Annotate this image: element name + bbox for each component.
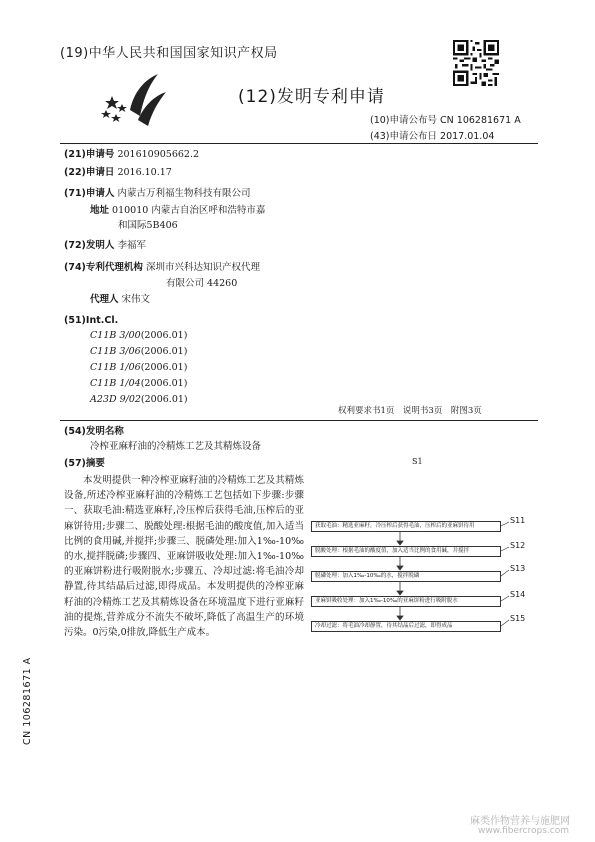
flow-step-box: 亚麻饼吸收处理：加入1‰-10‰的亚麻饼粉进行吸附脱水 xyxy=(311,596,501,607)
patent-agency xyxy=(64,261,260,275)
applicant-value: 内蒙古万利福生物科技有限公司 xyxy=(117,188,251,199)
flow-step-number: S15 xyxy=(510,614,526,623)
address xyxy=(90,204,265,218)
ipc-code: C11B 3/06 xyxy=(90,346,141,357)
publication-date: (43)申请公布日 2017.01.04 xyxy=(370,131,495,142)
application-number xyxy=(64,148,199,162)
ipc-class xyxy=(90,378,187,389)
address-label: 地址 xyxy=(90,205,110,216)
inventor-label: (72)发明人 xyxy=(64,240,115,251)
ipc-code: C11B 3/00 xyxy=(90,330,141,341)
ipc-class xyxy=(90,362,187,373)
qr-code-icon xyxy=(453,40,499,86)
abstract-text: 本发明提供一种冷榨亚麻籽油的冷精炼工艺及其精炼设备,所述冷榨亚麻籽油的冷精炼工艺包括如下步骤:步骤一、获取毛油:精选亚麻籽,冷压榨后获得毛油,压榨后的亚麻饼待用;步骤二、脱酸处理:根据毛油的酸度值,加入适当比例的食用碱,并搅拌;步骤三、脱磷处理:加入1‰-10‰的水,搅拌脱磷;步骤四、亚麻饼吸收处理:加入1‰-10‰的亚麻饼粉进行吸附脱水;步骤五、冷却过滤:将毛油冷却静置,待其结晶后过滤,即得成品。本发明提供的冷榨亚麻籽油的冷精炼工艺及其精炼设备在环境温度下进行亚麻籽油的提炼,营养成分不流失不破坏,降低了高温生产的环境污染。0污染,0排放,降低生产成本。 xyxy=(64,475,304,639)
agent-label: 代理人 xyxy=(90,294,119,305)
flow-step-number: S12 xyxy=(510,541,526,550)
section-divider xyxy=(60,420,538,421)
flow-step-number: S11 xyxy=(510,516,526,525)
ipc-version: (2006.01) xyxy=(140,362,188,373)
inventor xyxy=(64,239,146,253)
invention-title-label xyxy=(64,425,124,439)
publication-number: (10)申请公布号 CN 106281671 A xyxy=(370,115,521,126)
application-number-label: (21)申请号 xyxy=(64,149,115,160)
intcl-label xyxy=(64,314,118,328)
ipc-code: A23D 9/02 xyxy=(90,394,141,405)
application-number-value: 201610905662.2 xyxy=(117,149,200,160)
ipc-version: (2006.01) xyxy=(140,346,188,357)
patent-office-logo xyxy=(100,70,170,130)
flow-step-box: 脱酸处理：根据毛油的酸度值，加入适当比例的食用碱，并搅拌 xyxy=(311,546,501,557)
abstract-heading: (57)摘要 xyxy=(64,458,105,469)
ipc-version: (2006.01) xyxy=(140,394,188,405)
applicant xyxy=(64,187,250,201)
application-date-label: (22)申请日 xyxy=(64,167,115,178)
flow-step-box: 冷却过滤：将毛油冷却静置，待其结晶后过滤，即得成品 xyxy=(311,621,501,632)
ipc-class xyxy=(90,330,187,341)
watermark-url: www.fibercrops.com xyxy=(478,826,569,836)
ipc-version: (2006.01) xyxy=(140,378,188,389)
ipc-class xyxy=(90,346,187,357)
title-label: (54)发明名称 xyxy=(64,426,124,437)
side-publication-number: CN 106281671 A xyxy=(22,657,33,745)
intcl-heading: (51)Int.Cl. xyxy=(64,315,119,326)
agency-label: (74)专利代理机构 xyxy=(64,262,143,273)
address-line-1: 010010 内蒙古自治区呼和浩特市嘉 xyxy=(112,205,266,216)
issuing-office: (19)中华人民共和国国家知识产权局 xyxy=(60,46,278,61)
applicant-label: (71)申请人 xyxy=(64,188,115,199)
invention-title: 冷榨亚麻籽油的冷精炼工艺及其精炼设备 xyxy=(90,441,262,452)
inventor-value: 李福军 xyxy=(117,240,146,251)
abstract-label xyxy=(64,457,105,471)
ipc-class xyxy=(90,394,188,405)
document-type: (12)发明专利申请 xyxy=(238,87,385,107)
application-date xyxy=(64,166,172,180)
header-divider xyxy=(60,143,538,144)
watermark-site-name: 麻类作物营养与施肥网 xyxy=(470,816,570,827)
agency-line-2: 有限公司 44260 xyxy=(166,278,238,289)
application-date-value: 2016.10.17 xyxy=(117,167,172,178)
flow-step-box: 脱磷处理：加入1‰-10‰的水，搅拌脱磷 xyxy=(311,571,501,582)
page-count-summary: 权利要求书1页 说明书3页 附图3页 xyxy=(338,406,482,416)
ipc-code: C11B 1/04 xyxy=(90,378,141,389)
agency-line-1: 深圳市兴科达知识产权代理 xyxy=(145,262,260,273)
agent-value: 宋伟文 xyxy=(121,294,151,305)
ipc-version: (2006.01) xyxy=(140,330,188,341)
ipc-code: C11B 1/06 xyxy=(90,362,141,373)
flow-step-number: S14 xyxy=(510,590,526,599)
address-line-2: 和国际5B406 xyxy=(118,220,178,231)
flow-step-number: S13 xyxy=(510,564,526,573)
figure-label: S1 xyxy=(412,457,423,466)
flow-step-box: 获取毛油：精选亚麻籽，冷压榨后获得毛油，压榨后的亚麻饼待用 xyxy=(311,521,501,532)
agent xyxy=(90,293,150,307)
